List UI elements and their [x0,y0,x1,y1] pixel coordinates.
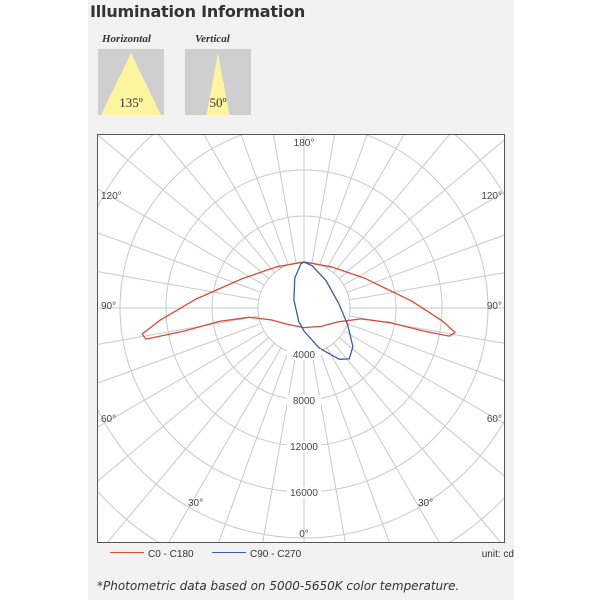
angle-label-left: 60° [101,414,117,425]
vertical-beam-label: Vertical [195,33,230,45]
vertical-beam-diagram [185,49,251,115]
angle-label-right: 30° [418,498,434,509]
legend-label-c0-c180: C0 - C180 [148,549,194,560]
polar-chart [97,134,505,543]
angle-label-left: 30° [188,498,204,509]
grid-spoke [178,351,288,542]
grid-spoke [349,316,504,372]
grid-spoke [98,244,259,300]
series-line-c0-c180 [142,262,455,339]
radial-tick-label: 8000 [292,396,316,407]
horizontal-beam-angle: 135º [119,95,143,110]
unit-label: unit: cd [481,549,514,560]
horizontal-beam-diagram [98,49,164,115]
radial-tick-label: 12000 [290,442,318,453]
angle-label-bottom: 0° [299,529,309,540]
grid-spoke [98,338,269,542]
page-title: Illumination Information [90,2,306,21]
angle-label-left: 120° [101,191,122,202]
grid-spoke [344,135,504,285]
series-line-c90-c270 [294,262,353,359]
legend-swatch-c0-c180 [110,552,144,553]
polar-grid [98,135,504,542]
grid-spoke [347,324,504,434]
grid-ring [258,262,350,354]
vertical-beam-angle: 50º [209,95,227,110]
angle-label-right: 90° [486,301,502,312]
angle-label-top: 180° [293,138,315,149]
grid-spoke [98,135,264,285]
polar-plot [98,135,504,542]
angle-label-left: 90° [101,301,117,312]
radial-tick-label: 4000 [292,350,316,361]
legend-label-c90-c270: C90 - C270 [250,549,302,560]
grid-spoke [98,135,269,278]
grid-spoke [98,316,259,372]
footnote: *Photometric data based on 5000-5650K color temperature. [97,579,460,593]
radial-tick-label: 16000 [290,488,318,499]
grid-spoke [344,331,504,492]
horizontal-beam-label: Horizontal [102,33,151,45]
grid-spoke [334,343,504,542]
grid-spoke [320,351,430,542]
angle-label-right: 60° [486,414,502,425]
legend-swatch-c90-c270 [212,552,246,553]
angle-label-right: 120° [481,191,502,202]
grid-spoke [349,244,504,300]
